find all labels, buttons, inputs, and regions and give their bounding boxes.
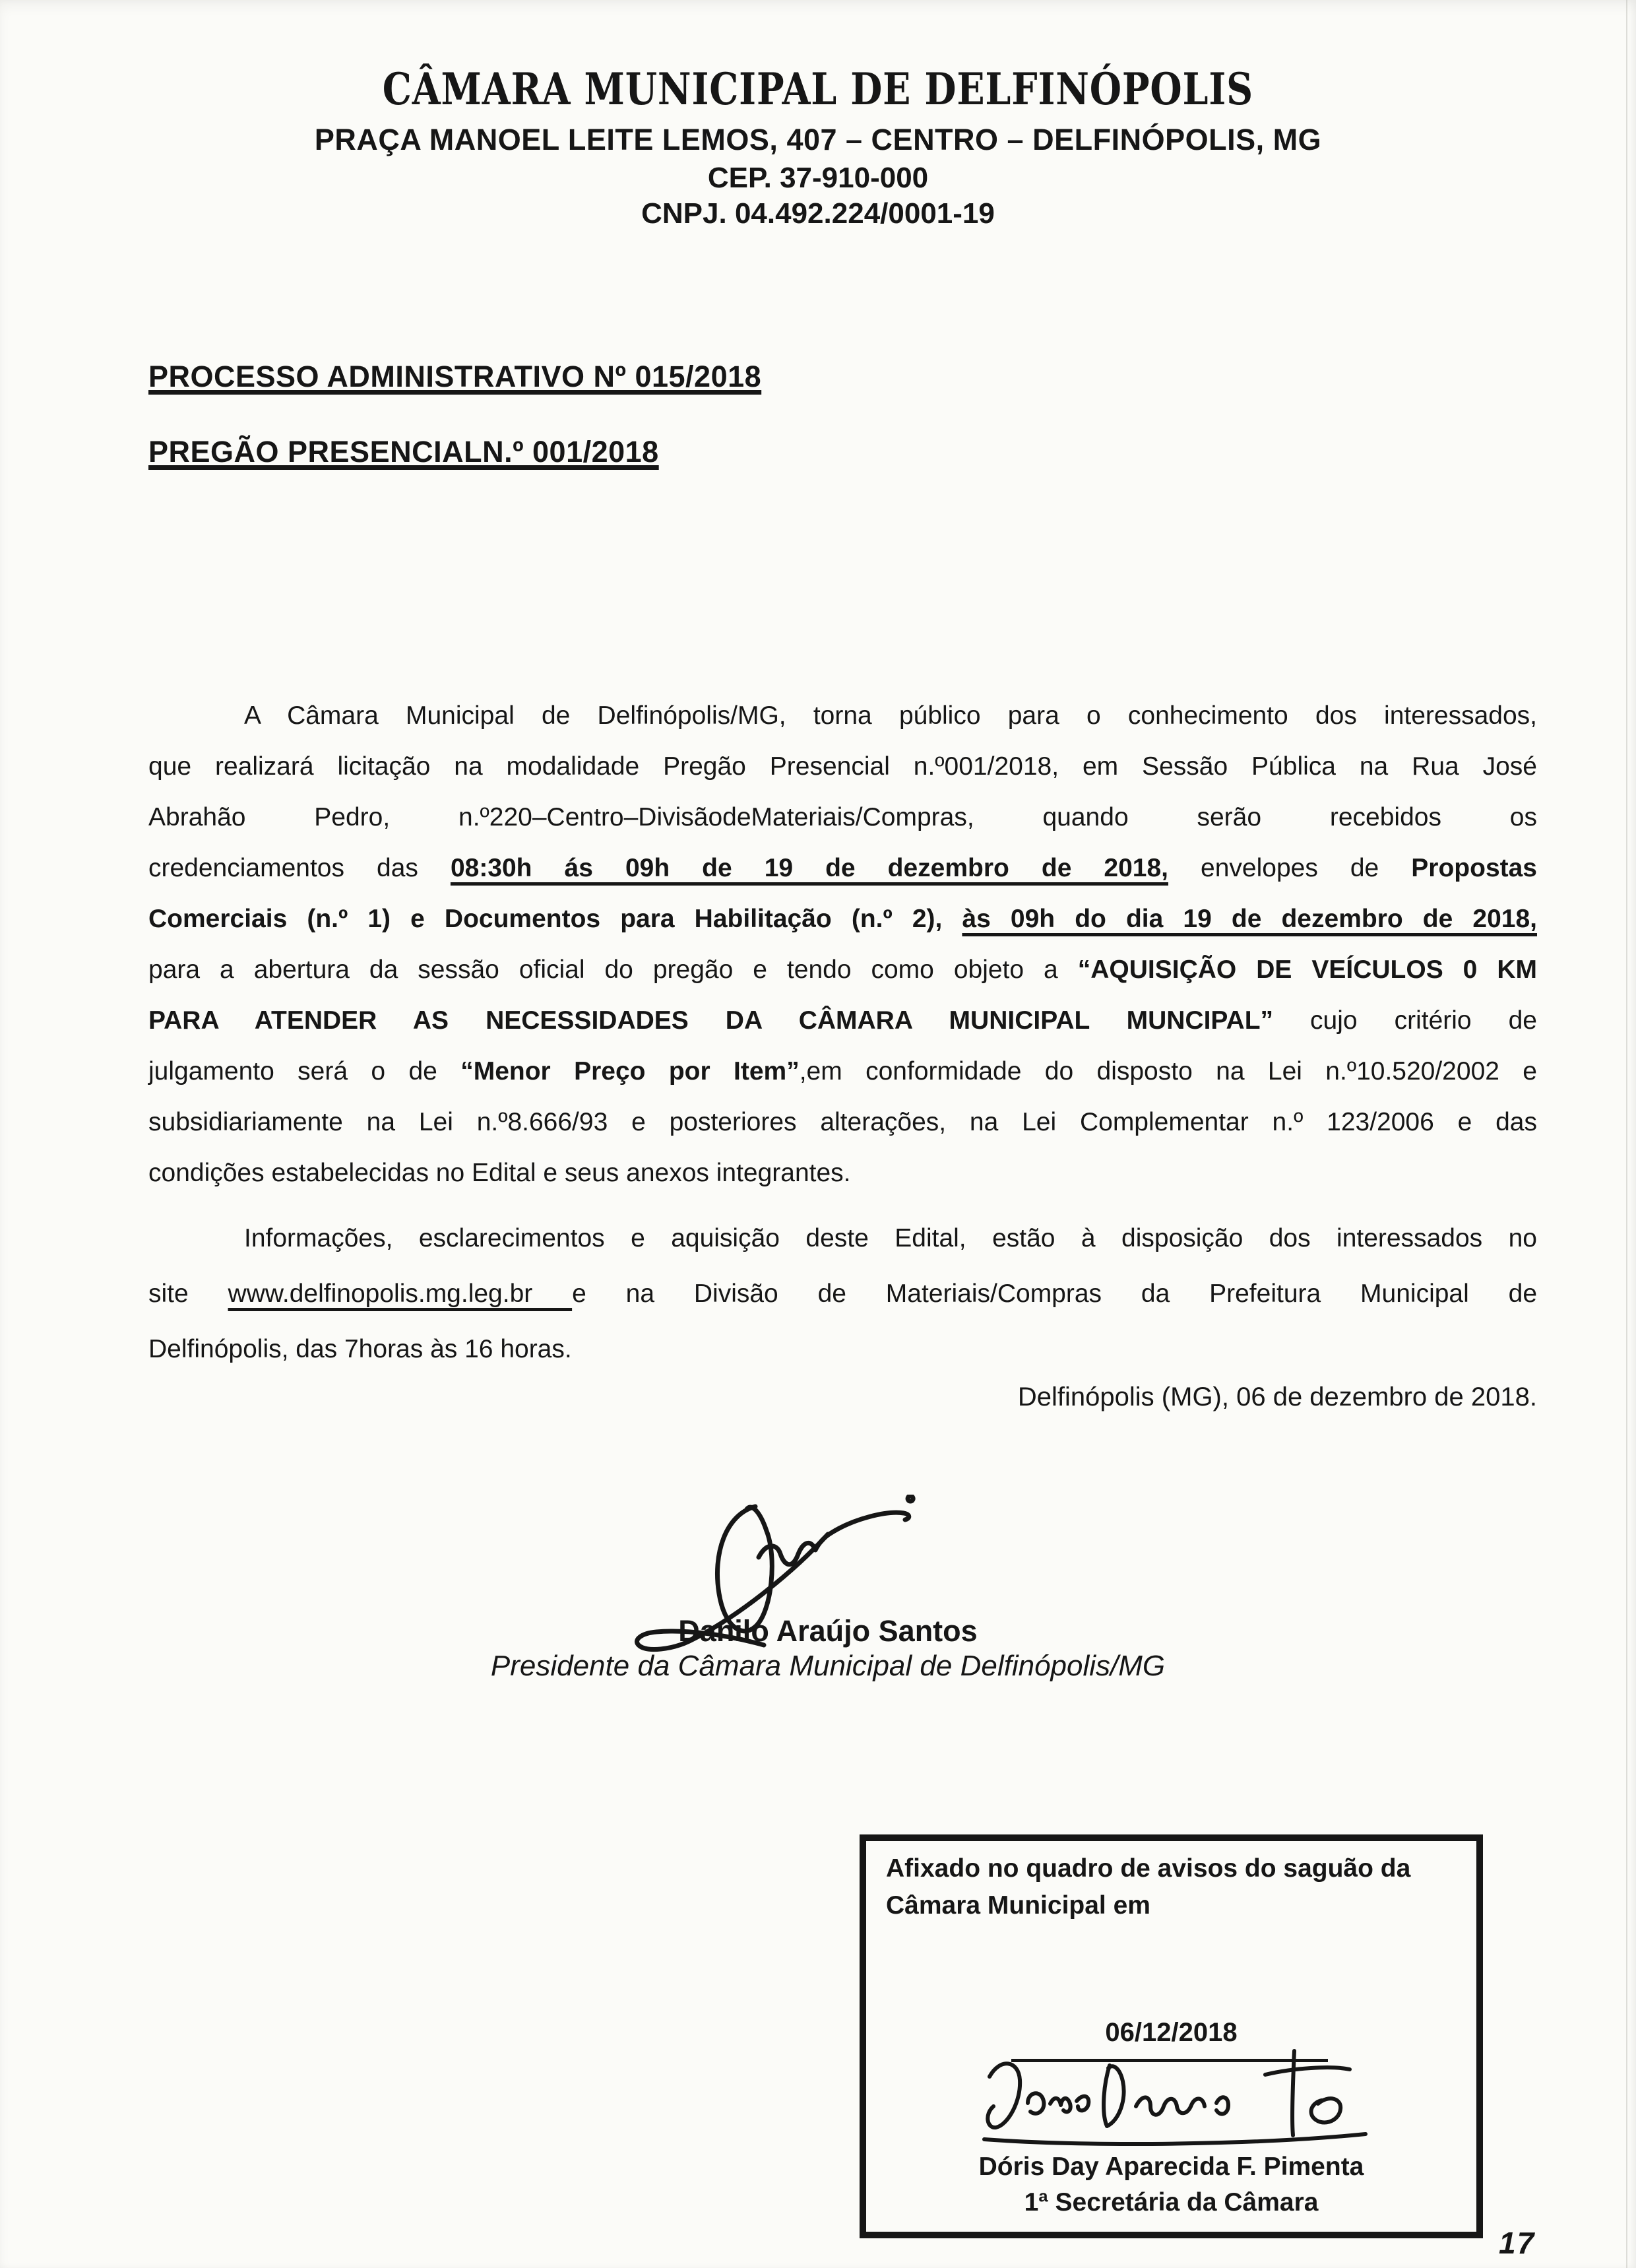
text-segment: que realizará licitação na modalidade Pregão Presencial n.º001/2018, em Sessão Pública na Rua José (148, 752, 1537, 781)
text-segment: A Câmara Municipal de Delfinópolis/MG, torna público para o conhecimento dos interessados, (244, 701, 1537, 730)
document-line (148, 1097, 1537, 1148)
document-line (148, 741, 1537, 792)
notice-signer-role: 1ª Secretária da Câmara (1024, 2188, 1319, 2217)
header-cnpj: CNPJ. 04.492.224/0001-19 (641, 197, 995, 230)
page-number: 17 (1499, 2226, 1536, 2260)
text-segment: www.delfinopolis.mg.leg.br (228, 1280, 573, 1308)
paragraph-2 (148, 1211, 1537, 1377)
text-segment: “AQUISIÇÃO DE VEÍCULOS 0 KM (1077, 956, 1537, 984)
document-body (148, 690, 1537, 1377)
notice-signer-name: Dóris Day Aparecida F. Pimenta (978, 2153, 1364, 2181)
document-line (148, 1266, 1537, 1322)
text-segment: envelopes de (1168, 854, 1412, 882)
notice-date: 06/12/2018 (1105, 2018, 1238, 2047)
document-line (148, 995, 1537, 1046)
text-segment: subsidiariamente na Lei n.º8.666/93 e posteriores alterações, na Lei Complementar n.º 123/2006 e das (148, 1108, 1537, 1136)
text-segment: condições estabelecidas no Edital e seus anexos integrantes. (148, 1159, 851, 1187)
text-segment: PARA ATENDER AS NECESSIDADES DA CÂMARA MUNICIPAL MUNCIPAL” (148, 1006, 1274, 1035)
header-cep: CEP. 37-910-000 (707, 162, 929, 194)
text-segment: julgamento será o de (148, 1057, 461, 1085)
page-title (0, 63, 1636, 115)
pregao-number-heading: PREGÃO PRESENCIALN.º 001/2018 (148, 435, 659, 469)
document-line (148, 843, 1537, 893)
header-address: PRAÇA MANOEL LEITE LEMOS, 407 – CENTRO – DELFINÓPOLIS, MG (314, 123, 1322, 156)
notice-line-1: Afixado no quadro de avisos do saguão da (886, 1854, 1411, 1883)
text-segment: Delfinópolis, das 7horas às 16 horas. (148, 1335, 572, 1363)
text-segment: cujo critério de (1273, 1006, 1537, 1035)
text-segment: ,em conformidade do disposto na Lei n.º10.520/2002 e (799, 1057, 1537, 1085)
text-segment: para a abertura da sessão oficial do pregão e tendo como objeto a (148, 956, 1078, 984)
document-line (148, 893, 1537, 944)
text-segment: credenciamentos das (148, 854, 451, 882)
document-line (148, 1211, 1537, 1266)
notice-line-2: Câmara Municipal em (886, 1891, 1150, 1920)
paragraph-1 (148, 690, 1537, 1198)
signature-name: Danilo Araújo Santos (678, 1614, 978, 1648)
text-segment: Comerciais (n.º 1) e Documentos para Habilitação (n.º 2), (148, 905, 962, 933)
text-segment: Abrahão Pedro, n.º220–Centro–DivisãodeMateriais/Compras, quando serão recebidos os (148, 803, 1537, 831)
text-segment: e na Divisão de Materiais/Compras da Prefeitura Municipal de (572, 1280, 1538, 1308)
document-line (148, 1148, 1537, 1198)
organization-name: CÂMARA MUNICIPAL DE DELFINÓPOLIS (382, 63, 1254, 115)
document-line (148, 1322, 1537, 1377)
text-segment: site (148, 1280, 228, 1308)
document-line (148, 1046, 1537, 1097)
text-segment: Informações, esclarecimentos e aquisição deste Edital, estão à disposição dos interessados no (244, 1224, 1537, 1252)
doris-signature-image (970, 2040, 1392, 2156)
signature-role: Presidente da Câmara Municipal de Delfinópolis/MG (490, 1650, 1166, 1682)
document-line (148, 944, 1537, 995)
document-line (148, 690, 1537, 741)
place-date-line: Delfinópolis (MG), 06 de dezembro de 2018. (1017, 1382, 1537, 1411)
document-line (148, 792, 1537, 843)
notice-box (860, 1834, 1483, 2238)
process-number-heading: PROCESSO ADMINISTRATIVO Nº 015/2018 (148, 360, 762, 393)
text-segment: às 09h do dia 19 de dezembro de 2018, (962, 905, 1537, 933)
text-segment: Propostas (1411, 854, 1537, 882)
text-segment: “Menor Preço por Item” (460, 1057, 800, 1085)
text-segment: 08:30h ás 09h de 19 de dezembro de 2018, (450, 854, 1169, 882)
